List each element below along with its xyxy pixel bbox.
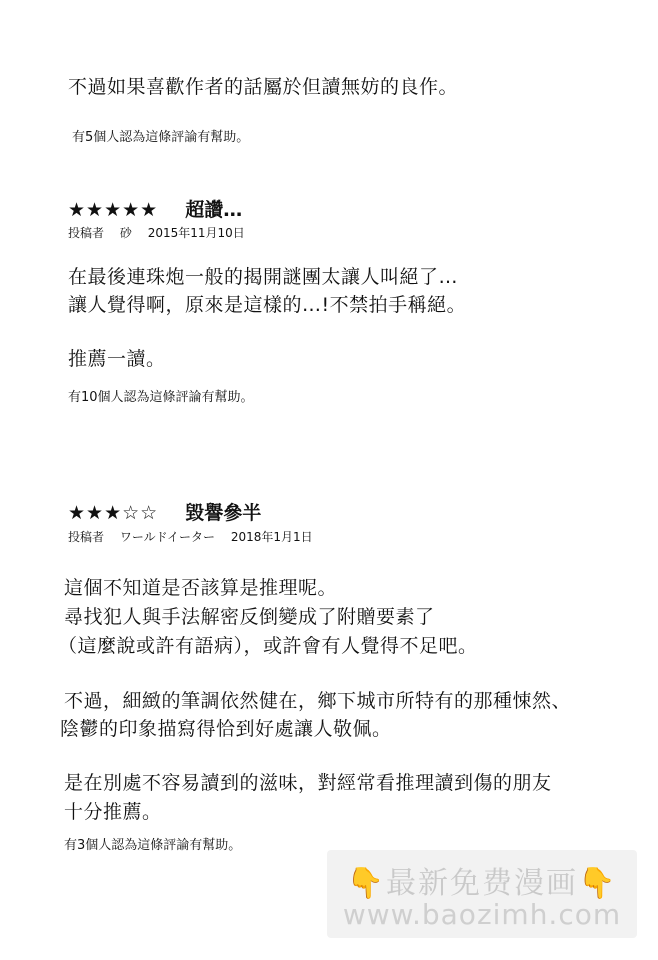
review-2-author: ワールドイーター — [119, 530, 216, 544]
pointing-down-hand-icon: 👇 — [346, 866, 386, 901]
review-1-meta — [68, 224, 257, 241]
watermark-top-row — [327, 858, 637, 902]
review-2-title: 毀譽參半 — [185, 502, 262, 524]
review-1-title: 超讚… — [185, 199, 243, 221]
review-2-line-6: 十分推薦。 — [64, 801, 162, 823]
review-1-date: 2015年11月10日 — [147, 226, 245, 240]
review-0-helpful-count: 有5個人認為這條評論有幫助。 — [72, 130, 250, 145]
review-1-helpful-count: 有10個人認為這條評論有幫助。 — [68, 390, 254, 405]
review-1-author-label: 投稿者 — [68, 226, 105, 240]
review-1-line-2: 推薦一讀。 — [68, 348, 166, 370]
review-2-line-0: 這個不知道是否該算是推理呢。 — [64, 577, 338, 599]
review-2-line-2: （這麼說或許有語病），或許會有人覺得不足吧。 — [58, 635, 478, 657]
review-2-date: 2018年1月1日 — [230, 530, 313, 544]
review-2-author-label: 投稿者 — [68, 530, 105, 544]
watermark-url: www.baozimh.com — [342, 898, 622, 931]
review-1-line-0: 在最後連珠炮一般的揭開謎團太讓人叫絕了… — [68, 266, 459, 288]
review-2-helpful-count: 有3個人認為這條評論有幫助。 — [64, 838, 242, 853]
review-2-line-5: 是在別處不容易讀到的滋味，對經常看推理讀到傷的朋友 — [64, 772, 552, 794]
review-2-line-3: 不過，細緻的筆調依然健在，鄉下城市所特有的那種悚然、 — [64, 690, 572, 712]
review-2-line-1: 尋找犯人與手法解密反倒變成了附贈要素了 — [64, 606, 435, 628]
review-2-rating-stars: ★★★☆☆ — [68, 502, 159, 524]
review-1-line-1: 讓人覺得啊，原來是這樣的…!不禁拍手稱絕。 — [68, 294, 467, 316]
pointing-down-hand-icon: 👇 — [578, 866, 618, 901]
review-0-line-0: 不過如果喜歡作者的話屬於但讀無妨的良作。 — [68, 76, 459, 98]
watermark-slogan: 最新免费漫画 — [386, 866, 578, 901]
site-watermark — [327, 850, 637, 938]
review-2-header — [68, 498, 261, 525]
review-2-line-4: 陰鬱的印象描寫得恰到好處讓人敬佩。 — [60, 718, 392, 740]
review-2-meta — [68, 528, 325, 545]
review-1-author: 砂 — [119, 226, 132, 240]
review-1-rating-stars: ★★★★★ — [68, 199, 159, 221]
review-1-header — [68, 195, 242, 222]
